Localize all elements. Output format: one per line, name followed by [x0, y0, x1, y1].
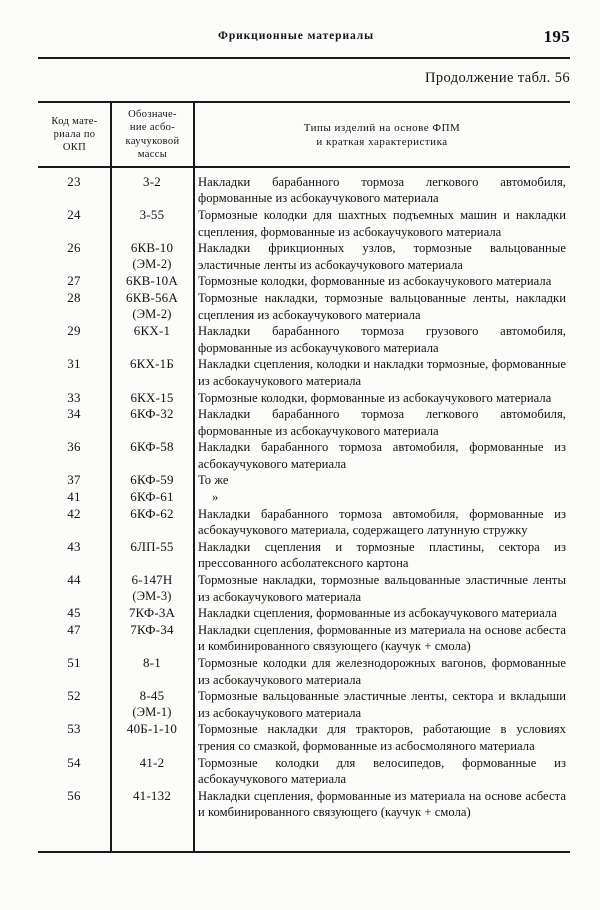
cell-designation [111, 273, 193, 290]
cell-designation [111, 207, 193, 224]
cell-designation [111, 755, 193, 772]
table-row [38, 539, 570, 572]
page-number: 195 [543, 27, 570, 46]
cell-material-code: 42 [67, 505, 81, 521]
cell-material-code: 51 [67, 655, 81, 670]
cell-material-code: 27 [67, 273, 81, 289]
cell-designation-main: 6КХ-15 [130, 389, 174, 405]
header-divider-rule [38, 57, 570, 59]
cell-designation [111, 572, 193, 604]
table-row [38, 406, 570, 439]
table-row [38, 240, 570, 273]
column-header-description-line1: Типы изделий на основе ФПМ [303, 121, 461, 134]
cell-description: Тормозные колодки, формованные из асбокаучукового материала [198, 390, 552, 405]
table-bottom-rule [38, 851, 570, 853]
cell-material-code: 31 [67, 356, 81, 372]
cell-designation-main: 41-2 [139, 754, 165, 770]
cell-designation-main: 7КФ-3А [128, 605, 176, 621]
cell-designation-main: 6КФ-32 [130, 406, 174, 422]
table-row [38, 572, 570, 605]
cell-description: Накладки барабанного тормоза легкового автомобиля, формованные из асбокаучукового материала [198, 407, 566, 438]
table-continuation-caption: Продолжение табл. 56 [424, 70, 570, 86]
column-header-designation-line1: Обозначе- [128, 108, 177, 120]
cell-designation [111, 655, 193, 672]
cell-designation-main: 8-45 [139, 688, 165, 704]
table-row [38, 356, 570, 389]
cell-designation [111, 406, 193, 423]
table-row [38, 506, 570, 539]
table-row [38, 622, 570, 655]
table-row [38, 290, 570, 323]
cell-designation [111, 439, 193, 456]
table-row [38, 788, 570, 821]
cell-designation [111, 174, 193, 191]
cell-designation [111, 323, 193, 340]
column-header-designation-line3: каучуковой [125, 135, 180, 147]
cell-description: Тормозные вальцованные эластичные ленты, сектора и вкладыши из асбокаучукового материала [198, 689, 566, 720]
cell-material-code: 47 [67, 621, 81, 637]
column-header-description [194, 103, 570, 166]
cell-description: Накладки фрикционных узлов, тормозные вальцованные эластичные ленты из асбокаучукового материала [198, 241, 566, 272]
cell-description: Накладки сцепления, колодки и накладки тормозные, формованные из асбокаучукового материала [198, 357, 566, 388]
cell-designation [111, 240, 193, 272]
table-row [38, 688, 570, 721]
column-header-designation-line4: массы [137, 149, 168, 161]
running-head [38, 27, 570, 50]
cell-designation [111, 506, 193, 523]
cell-material-code: 23 [67, 173, 81, 189]
cell-designation-sub: (ЭМ-2) [132, 306, 172, 321]
cell-material-code: 34 [67, 406, 81, 422]
cell-designation-main: 6КВ-56А [126, 289, 178, 305]
table-row [38, 472, 570, 489]
cell-designation [111, 622, 193, 639]
cell-designation-main: 6КХ-1Б [129, 356, 175, 372]
cell-description: Накладки барабанного тормоза автомобиля, формованные из асбокаучукового материала [198, 440, 566, 471]
column-header-description-line2: и краткая характеристика [316, 135, 448, 148]
cell-description: » [212, 490, 219, 505]
table-row [38, 168, 570, 207]
table-row [38, 207, 570, 240]
cell-description: Тормозные колодки для железнодорожных вагонов, формованные из асбокаучукового материала [198, 656, 566, 687]
column-header-code-line2: риала по [53, 128, 96, 140]
cell-description: Тормозные колодки для велосипедов, формованные из асбокаучукового материала [198, 755, 566, 787]
column-header-code-line3: ОКП [62, 142, 87, 154]
cell-designation [111, 605, 193, 622]
cell-designation-main: 6КФ-62 [130, 505, 174, 521]
cell-designation-main: 40Б-1-10 [126, 721, 178, 737]
table-row [38, 323, 570, 356]
cell-designation-main: 6КФ-59 [130, 472, 174, 488]
column-header-designation [111, 103, 194, 166]
cell-description: Накладки барабанного тормоза грузового автомобиля, формованные из асбокаучукового материала [198, 324, 566, 355]
column-header-code-line1: Код мате- [51, 115, 98, 127]
cell-material-code: 45 [67, 605, 81, 621]
cell-material-code: 41 [67, 489, 81, 505]
cell-designation [111, 390, 193, 407]
table-row [38, 273, 570, 290]
cell-designation-main: 6ЛП-55 [130, 538, 174, 554]
cell-description: Накладки сцепления, формованные из асбокаучукового материала [198, 606, 557, 621]
cell-designation [111, 472, 193, 489]
cell-designation-main: 41-132 [132, 787, 172, 803]
table-header-row [38, 103, 570, 166]
column-header-code [38, 103, 111, 166]
table-row [38, 489, 570, 506]
cell-material-code: 36 [67, 439, 81, 455]
cell-designation [111, 788, 193, 805]
cell-designation-main: 8-1 [143, 655, 161, 670]
cell-material-code: 33 [67, 389, 81, 405]
table-row [38, 655, 570, 688]
cell-material-code: 44 [67, 572, 81, 588]
cell-designation [111, 721, 193, 738]
cell-description: Накладки сцепления, формованные из материала на основе асбеста и комбинированного связующего (каучук + смола) [198, 788, 566, 820]
column-header-designation-line2: ние асбо- [129, 122, 176, 134]
cell-material-code: 26 [67, 240, 81, 256]
cell-description: Накладки барабанного тормоза легкового автомобиля, формованные из асбокаучукового материала [198, 174, 566, 206]
running-head-title: Фрикционные материалы [218, 30, 374, 42]
cell-material-code: 28 [67, 289, 81, 305]
cell-description: Тормозные колодки для шахтных подъемных машин и накладки сцепления, формованные из асбокаучукового материала [198, 207, 566, 239]
cell-designation-sub: (ЭМ-1) [132, 704, 172, 719]
cell-designation-sub: (ЭМ-3) [132, 588, 172, 603]
cell-designation-main: 6КФ-61 [130, 489, 174, 505]
table-row [38, 439, 570, 472]
cell-material-code: 37 [67, 472, 81, 488]
cell-description: Накладки барабанного тормоза автомобиля, формованные из асбокаучукового материала, содержащего латунную стружку [198, 506, 566, 538]
cell-material-code: 43 [67, 538, 81, 554]
cell-material-code: 52 [67, 688, 81, 704]
materials-table [38, 101, 570, 853]
table-row [38, 605, 570, 622]
cell-description: Накладки сцепления, формованные из материала на основе асбеста и комбинированного связующего (каучук + смола) [198, 622, 566, 654]
cell-designation-main: 6КВ-10А [126, 273, 178, 289]
cell-designation [111, 539, 193, 556]
cell-material-code: 54 [67, 754, 81, 770]
cell-designation-main: 6КФ-58 [130, 439, 174, 455]
table-body-bottom-padding [38, 821, 570, 851]
cell-material-code: 24 [67, 206, 81, 222]
cell-description: То же [198, 473, 229, 488]
cell-designation [111, 688, 193, 720]
cell-designation-main: 3-55 [139, 206, 165, 222]
cell-designation [111, 489, 193, 506]
table-row [38, 721, 570, 754]
cell-description: Тормозные накладки для тракторов, работающие в условиях трения со смазкой, формованные из асбосмоляного материала [198, 722, 566, 753]
cell-designation [111, 290, 193, 322]
cell-material-code: 56 [67, 787, 81, 803]
cell-material-code: 53 [67, 721, 81, 737]
cell-description: Тормозные накладки, тормозные вальцованные эластичные ленты из асбокаучукового материала [198, 573, 566, 604]
cell-designation-main: 3-2 [143, 173, 161, 189]
table-row [38, 755, 570, 788]
cell-designation-main: 7КФ-34 [130, 621, 174, 637]
cell-designation-sub: (ЭМ-2) [132, 256, 172, 271]
cell-description: Тормозные колодки, формованные из асбокаучукового материала [198, 274, 552, 289]
table-row [38, 390, 570, 407]
cell-designation-main: 6-147Н [131, 572, 173, 588]
cell-designation [111, 356, 193, 373]
cell-description: Накладки сцепления и тормозные пластины, сектора из прессованного асболатексного картона [198, 539, 566, 571]
cell-material-code: 29 [67, 323, 81, 339]
cell-designation-main: 6КВ-10 [130, 240, 174, 256]
cell-designation-main: 6КХ-1 [133, 323, 171, 339]
cell-description: Тормозные накладки, тормозные вальцованные ленты, накладки сцепления из асбокаучукового материала [198, 290, 566, 322]
table-body [38, 168, 570, 851]
